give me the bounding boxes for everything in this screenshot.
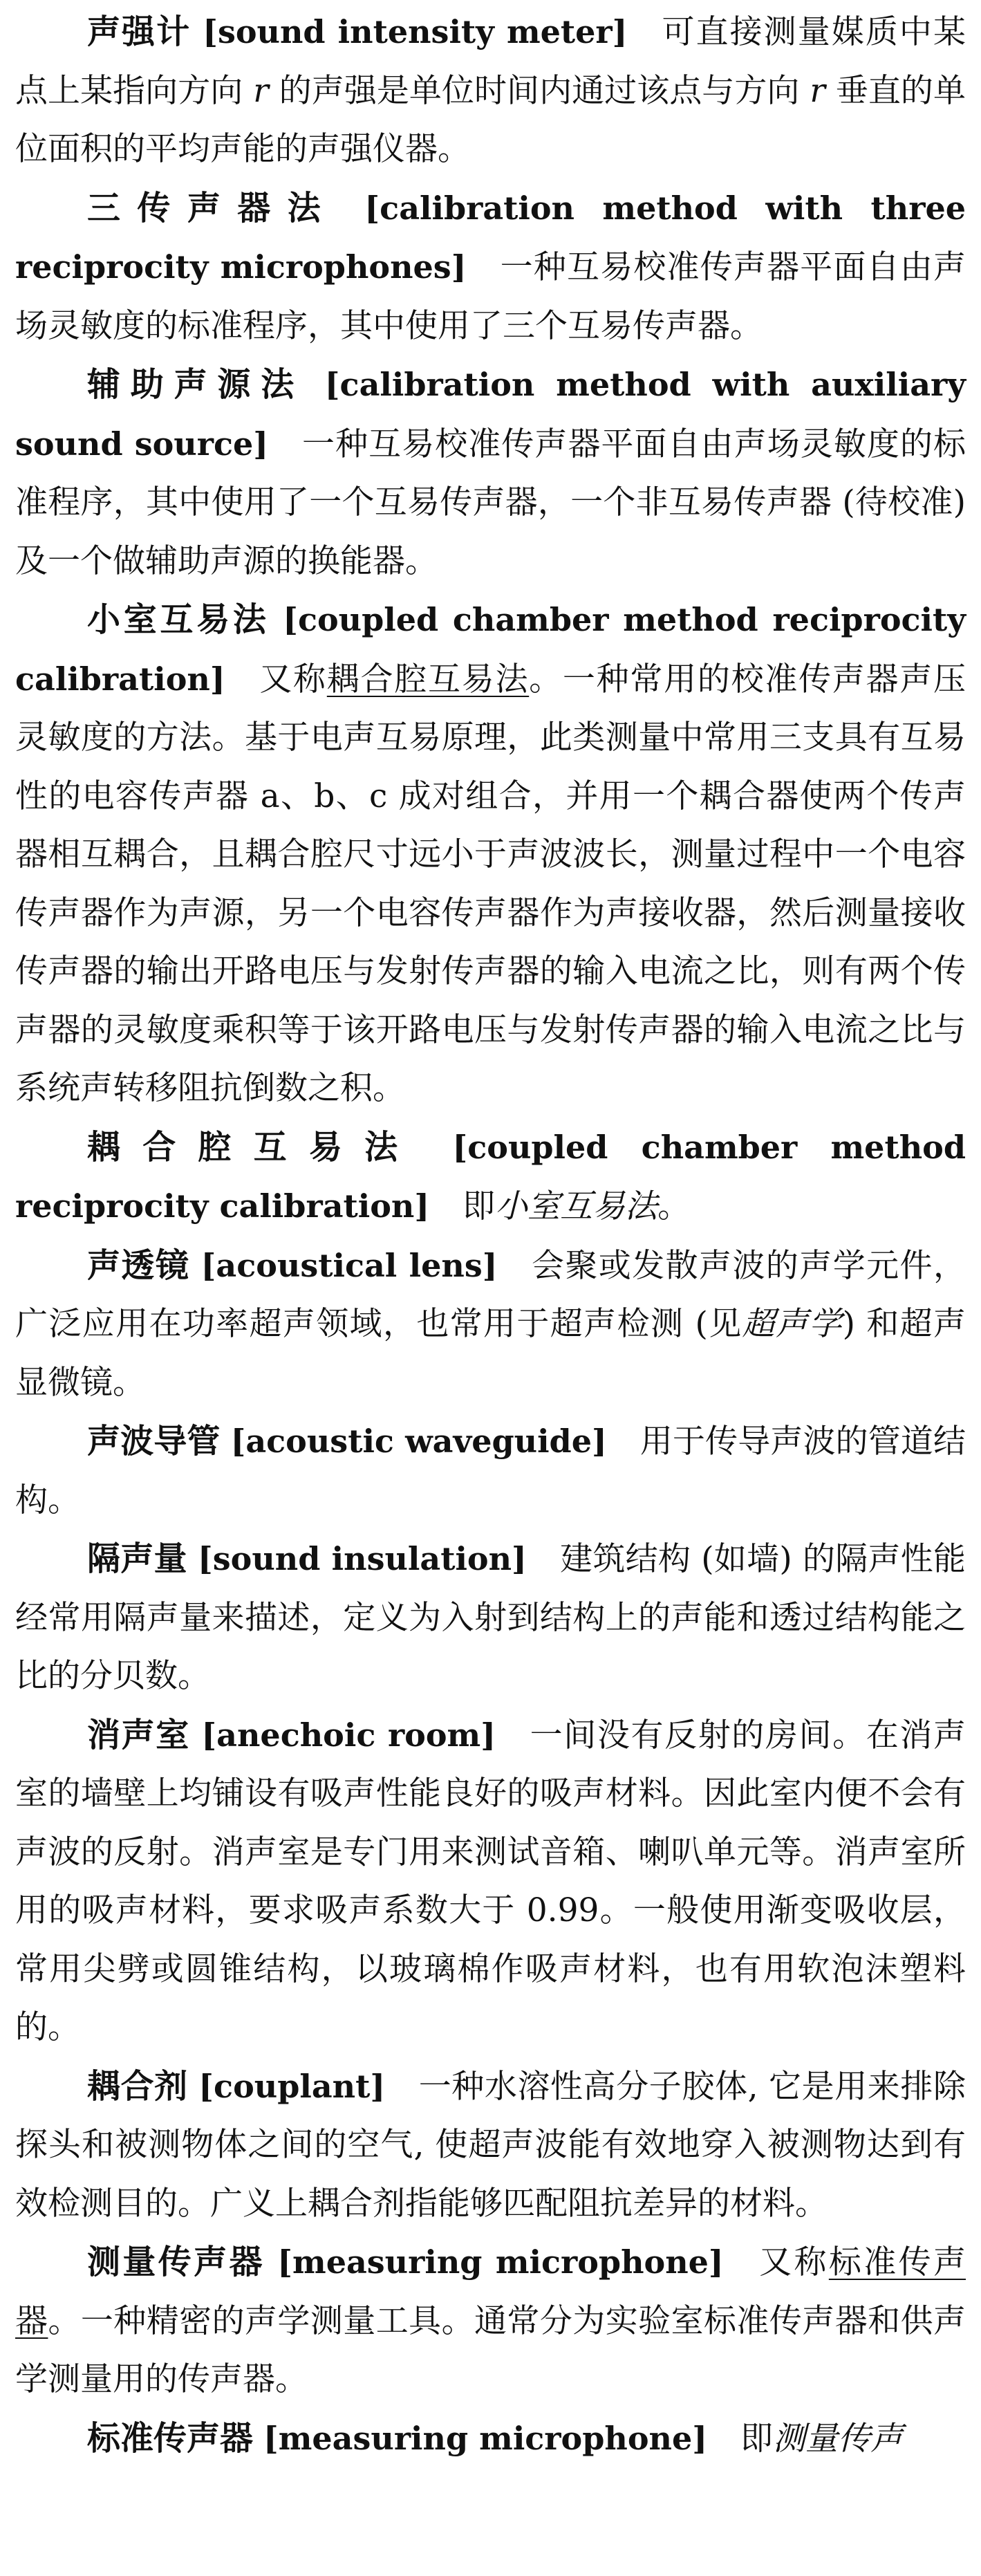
variable-r: r [253, 71, 269, 110]
entry-term: 声波导管 [87, 1422, 221, 1461]
entry-sound-insulation [15, 1530, 966, 1706]
entry-definition: 用于传导声波的管道结构。 [15, 1423, 966, 1519]
entry-english: [calibration method with auxiliary sound source] [15, 366, 966, 463]
entry-coupled-chamber-reciprocity [15, 591, 966, 1118]
entry-acoustical-lens [15, 1236, 966, 1413]
entry-english: [measuring microphone] [277, 2243, 724, 2281]
entry-three-microphone-method [15, 179, 966, 356]
entry-acoustic-waveguide [15, 1412, 966, 1530]
entry-term: 声强计 [87, 12, 191, 51]
entry-definition: 。一种常用的校准传声器声压灵敏度的方法。基于电声互易原理，此类测量中常用三支具有互易性的电容传声器 a、b、c 成对组合，并用一个耦合器使两个传声器相互耦合，且耦合腔尺寸远小于声波波长，测量过程中一个电容传声器作为声源，另一个电容传声器作为声接收器，然后测量接收传声器的输出开路电压与发射传声器的输入电流之比，则有两个传声器的灵敏度乘积等于该开路电压与发射传声器的输入电流之比与系统声转移阻抗倒数之积。 [15, 660, 966, 1107]
entry-definition: 可直接测量媒质中某点上某指向方向 [15, 13, 966, 110]
cross-reference[interactable]: 小室互易法 [495, 1187, 658, 1225]
entry-term: 消声室 [87, 1715, 190, 1754]
entry-auxiliary-source-method [15, 355, 966, 591]
entry-coupled-cavity-reciprocity [15, 1118, 966, 1236]
entry-term: 标准传声器 [87, 2418, 254, 2458]
entry-english: [calibration method with three reciprocity microphones] [15, 189, 966, 286]
entry-english: [sound intensity meter] [203, 13, 628, 50]
entry-definition: 的声强是单位时间内通过该点与方向 [268, 71, 810, 110]
dictionary-page [15, 0, 966, 2468]
alias-link[interactable]: 耦合腔互易法 [326, 660, 530, 698]
entry-term: 隔声量 [87, 1539, 187, 1578]
entry-term: 耦合腔互易法 [87, 1127, 420, 1167]
alias-link[interactable]: 标准传声器 [15, 2243, 966, 2340]
entry-definition: 建筑结构 (如墙) 的隔声性能经常用隔声量来描述，定义为入射到结构上的声能和透过结构能之比的分贝数。 [15, 1540, 966, 1695]
entry-term: 声透镜 [87, 1245, 190, 1285]
entry-definition: 。一种精密的声学测量工具。通常分为实验室标准传声器和供声学测量用的传声器。 [15, 2301, 966, 2398]
entry-definition: 即 [740, 2419, 773, 2458]
entry-english: [sound insulation] [197, 1540, 527, 1577]
entry-definition: 一种互易校准传声器平面自由声场灵敏度的标准程序，其中使用了三个互易传声器。 [15, 248, 966, 345]
entry-english: [coupled chamber method reciprocity calibration] [15, 601, 966, 698]
cross-reference[interactable]: 超声学 [742, 1305, 843, 1343]
entry-term: 测量传声器 [87, 2243, 265, 2281]
entry-term: 三传声器法 [87, 188, 338, 228]
entry-couplant [15, 2057, 966, 2234]
entry-definition: 又称 [756, 2243, 829, 2281]
entry-english: [acoustical lens] [200, 1246, 498, 1284]
entry-definition: 一种水溶性高分子胶体, 它是用来排除探头和被测物体之间的空气, 使超声波能有效地穿入被测物达到有效检测目的。广义上耦合剂指能够匹配阻抗差异的材料。 [15, 2067, 966, 2223]
variable-r: r [810, 71, 825, 110]
cross-reference[interactable]: 测量传声 [773, 2419, 903, 2458]
entry-english: [anechoic room] [201, 1716, 496, 1754]
entry-definition: 垂直的单位面积的平均声能的声强仪器。 [15, 71, 966, 168]
entry-english: [coupled chamber method reciprocity calibration] [15, 1128, 966, 1225]
entry-definition: 又称 [258, 660, 327, 698]
entry-standard-microphone [15, 2409, 966, 2469]
entry-english: [measuring microphone] [263, 2419, 707, 2457]
entry-sound-intensity-meter [15, 3, 966, 179]
entry-measuring-microphone [15, 2233, 966, 2409]
entry-term: 小室互易法 [87, 600, 270, 639]
entry-definition: 即 [463, 1187, 496, 1225]
entry-definition: 会聚或发散声波的声学元件，广泛应用在功率超声领域，也常用于超声检测 (见 [15, 1246, 966, 1343]
entry-anechoic-room [15, 1706, 966, 2057]
entry-definition: 一种互易校准传声器平面自由声场灵敏度的标准程序，其中使用了一个互易传声器，一个非互易传声器 (待校准) 及一个做辅助声源的换能器。 [15, 425, 966, 580]
entry-english: [couplant] [198, 2067, 386, 2105]
entry-term: 辅助声源法 [87, 365, 305, 404]
entry-english: [acoustic waveguide] [230, 1423, 607, 1460]
entry-term: 耦合剂 [87, 2066, 188, 2106]
entry-definition: 一间没有反射的房间。在消声室的墙壁上均铺设有吸声性能良好的吸声材料。因此室内便不会有声波的反射。消声室是专门用来测试音箱、喇叭单元等。消声室所用的吸声材料，要求吸声系数大于 0.99。一般使用渐变吸收层，常用尖劈或圆锥结构，以玻璃棉作吸声材料，也有用软泡沫塑料的。 [15, 1716, 966, 2046]
entry-definition: 。 [657, 1187, 691, 1225]
entry-definition: ) 和超声显微镜。 [15, 1305, 966, 1402]
